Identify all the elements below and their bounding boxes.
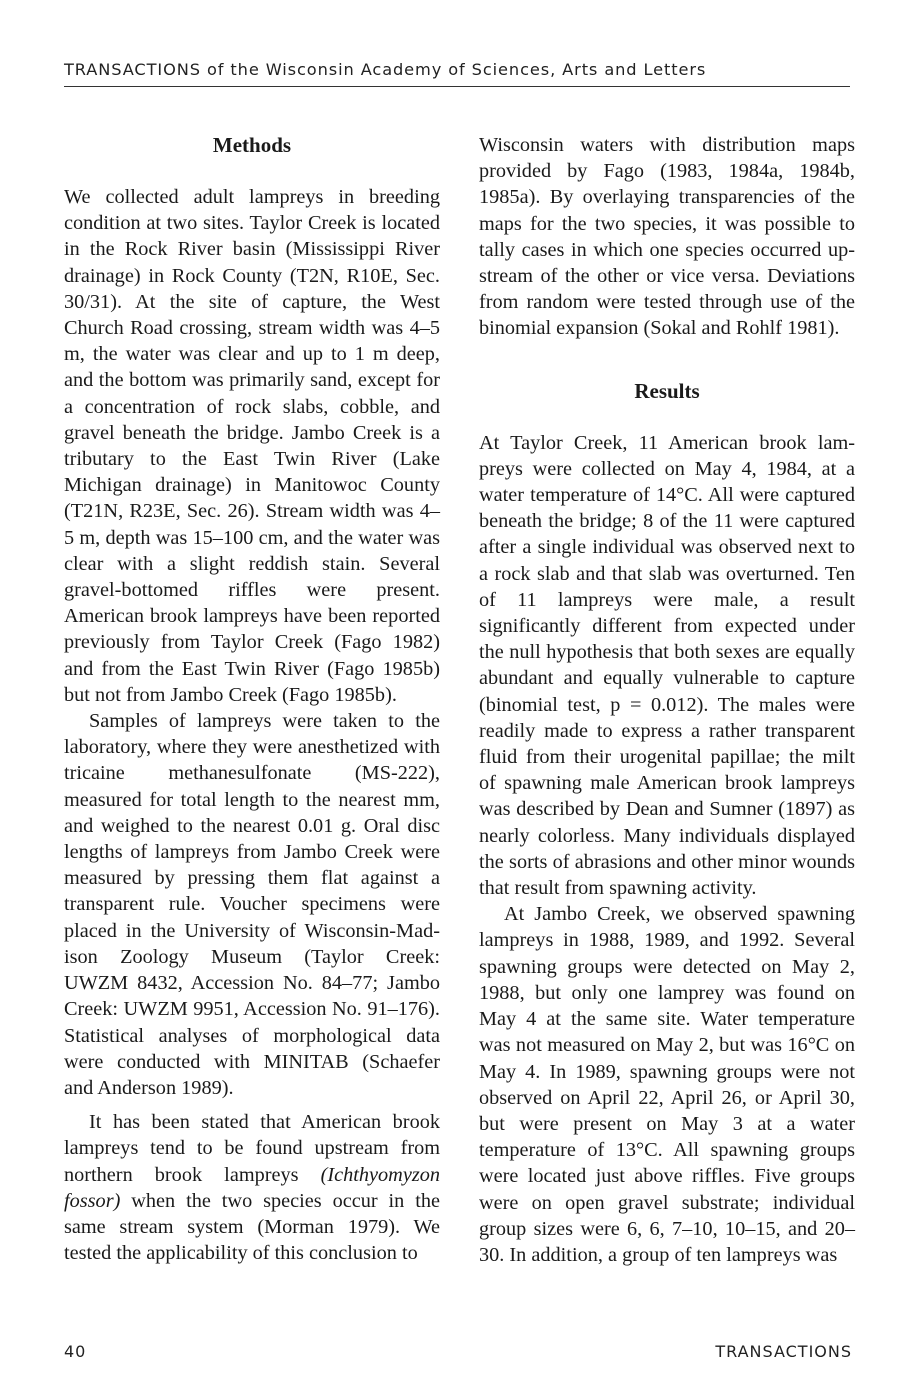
methods-paragraph-3 (64, 1109, 440, 1266)
results-paragraph-1: At Taylor Creek, 11 American brook lampreys were collected on May 4, 1984, at a water temperature of 14°C. All were captured beneath the bridge; 8 of the 11 were captured after a single individual was observed next to a rock slab and that slab was overturned. Ten of 11 lampreys were male, a result significantly different from expected under the null hypothesis that both sexes are equally abundant and equally vulnerable to capture (binomial test, p = 0.012). The males were readily made to express a rather transparent fluid from their urogenital papillae; the milt of spawning male American brook lampreys was described by Dean and Sumner (1897) as nearly colorless. Many individuals displayed the sorts of abrasions and other minor wounds that result from spawning activity. (479, 431, 855, 900)
species-name-italic: (Ichthyomyzon fossor) (64, 1163, 440, 1212)
running-head: TRANSACTIONS of the Wisconsin Academy of Sciences, Arts and Letters (64, 60, 707, 79)
right-column (479, 132, 855, 1268)
methods-continuation: Wisconsin waters with distribution maps provided by Fago (1983, 1984a, 1984b, 1985a). By overlaying transparencies of the maps for the two species, it was possible to tally cases in which one species occurred upstream of the other or vice versa. Deviations from random were tested through use of the binomial expansion (Sokal and Rohlf 1981). (479, 134, 855, 340)
results-heading: Results (634, 378, 700, 403)
header-rule (64, 86, 850, 87)
methods-paragraph-1: We collected adult lampreys in breeding condition at two sites. Taylor Creek is located in the Rock River basin (Mississippi River drainage) in Rock County (T2N, R10E, Sec. 30/31). At the site of capture, the West Church Road crossing, stream width was 4–5 m, the water was clear and up to 1 m deep, and the bottom was primarily sand, except for a concentration of rock slabs, cobble, and gravel beneath the bridge. Jambo Creek is a tributary to the East Twin River (Lake Michigan drainage) in Manitowoc County (T21N, R23E, Sec. 26). Stream width was 4–5 m, depth was 15–100 cm, and the water was clear with a slight reddish stain. Several gravel-bottomed riffles were present. American brook lampreys have been reported previously from Taylor Creek (Fago 1982) and from the East Twin River (Fago 1985b) but not from Jambo Creek (Fago 1985b). (64, 186, 440, 706)
footer-journal-name: TRANSACTIONS (715, 1342, 852, 1361)
left-column (64, 128, 440, 1266)
para3-text-after: when the two species occur in the same stream system (Morman 1979). We tested the applicability of this conclusion to (64, 1189, 440, 1265)
results-paragraph-2: At Jambo Creek, we observed spawning lampreys in 1988, 1989, and 1992. Several spawning groups were detected on May 2, 1988, but only one lamprey was found on May 4 at the same site. Water temperature was not measured on May 2, but was 16°C on May 4. In 1989, spawning groups were not observed on April 22, April 26, or April 30, but were present on May 3 at a water temperature of 13°C. All spawning groups were located just above riffles. Five groups were on open gravel substrate; individual group sizes were 6, 6, 7–10, 10–15, and 20–30. In addition, a group of ten lampreys was (479, 903, 855, 1266)
methods-paragraph-2: Samples of lampreys were taken to the laboratory, where they were anesthetized with tricaine methanesulfonate (MS-222), measured for total length to the nearest mm, and weighed to the nearest 0.01 g. Oral disc lengths of lampreys from Jambo Creek were measured by pressing them flat against a transparent rule. Voucher specimens were placed in the University of Wisconsin-Madison Zoology Museum (Taylor Creek: UWZM 8432, Accession No. 84–77; Jambo Creek: UWZM 9951, Accession No. 91–176). Statistical analyses of morphological data were conducted with MINITAB (Schaefer and Anderson 1989). (64, 710, 440, 1099)
methods-heading: Methods (212, 133, 292, 157)
para3-text-before: It has been stated that American brook lampreys tend to be found upstream from northern brook lampreys (64, 1111, 440, 1186)
page-number: 40 (64, 1342, 87, 1361)
